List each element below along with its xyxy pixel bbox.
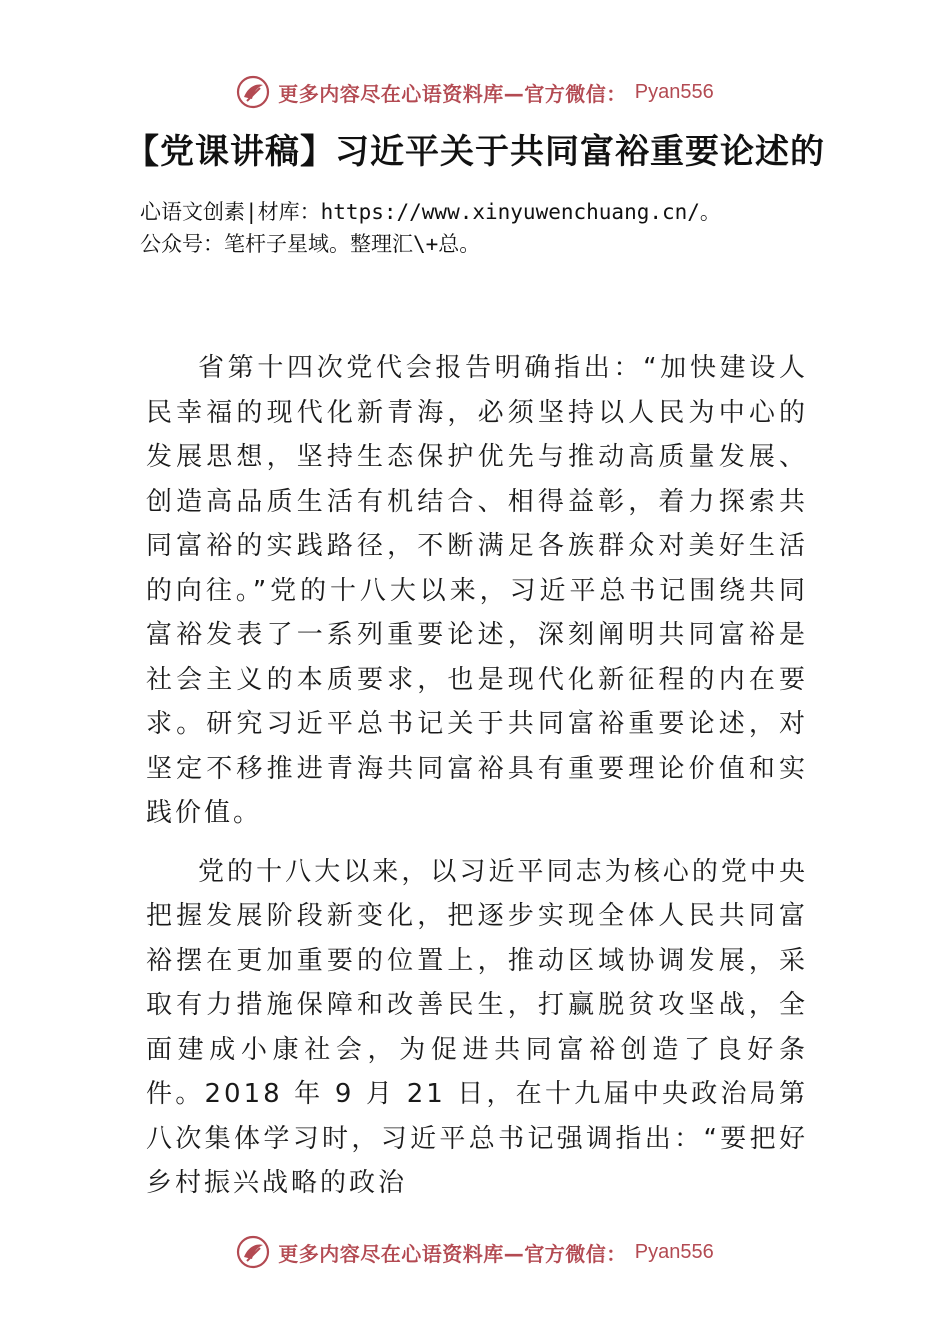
brand-logo-icon [236, 1235, 270, 1269]
footer-banner [0, 1230, 950, 1274]
document-title: 【党课讲稿】习近平关于共同富裕重要论述的 [125, 132, 825, 172]
body-paragraph: 省第十四次党代会报告明确指出：“加快建设人民幸福的现代化新青海，必须坚持以人民为中心的发展思想，坚持生态保护优先与推动高质量发展、创造高品质生活有机结合、相得益彰，着力探索共同富裕的实践路径，不断满足各族群众对美好生活的向往。”党的十八大以来，习近平总书记围绕共同富裕发表了一系列重要论述，深刻阐明共同富裕是社会主义的本质要求，也是现代化新征程的内在要求。研究习近平总书记关于共同富裕重要论述，对坚定不移推进青海共同富裕具有重要理论价值和实践价值。 [146, 353, 808, 828]
source-info [140, 196, 840, 260]
source-line-2: 公众号：笔杆子星域。整理汇\+总。 [140, 232, 481, 256]
banner-wechat-id: Pyan556 [634, 80, 714, 103]
body-paragraph: 党的十八大以来，以习近平同志为核心的党中央把握发展阶段新变化，把逐步实现全体人民共同富裕摆在更加重要的位置上，推动区域协调发展，采取有力措施保障和改善民生，打赢脱贫攻坚战，全面建成小康社会，为促进共同富裕创造了良好条件。2018 年 9 月 21 日，在十九届中央政治局第八次集体学习时，习近平总书记强调指出：“要把好乡村振兴战略的政治 [146, 856, 808, 1198]
banner-text: 更多内容尽在心语资料库—官方微信： [278, 81, 627, 106]
document-body [146, 346, 808, 1220]
source-line-1: 心语文创素|材库：https://www.xinyuwenchuang.cn/。 [140, 200, 721, 224]
header-banner [0, 70, 950, 114]
banner-wechat-id: Pyan556 [634, 1240, 714, 1263]
brand-logo-icon [236, 75, 270, 109]
banner-text: 更多内容尽在心语资料库—官方微信： [278, 1241, 627, 1266]
